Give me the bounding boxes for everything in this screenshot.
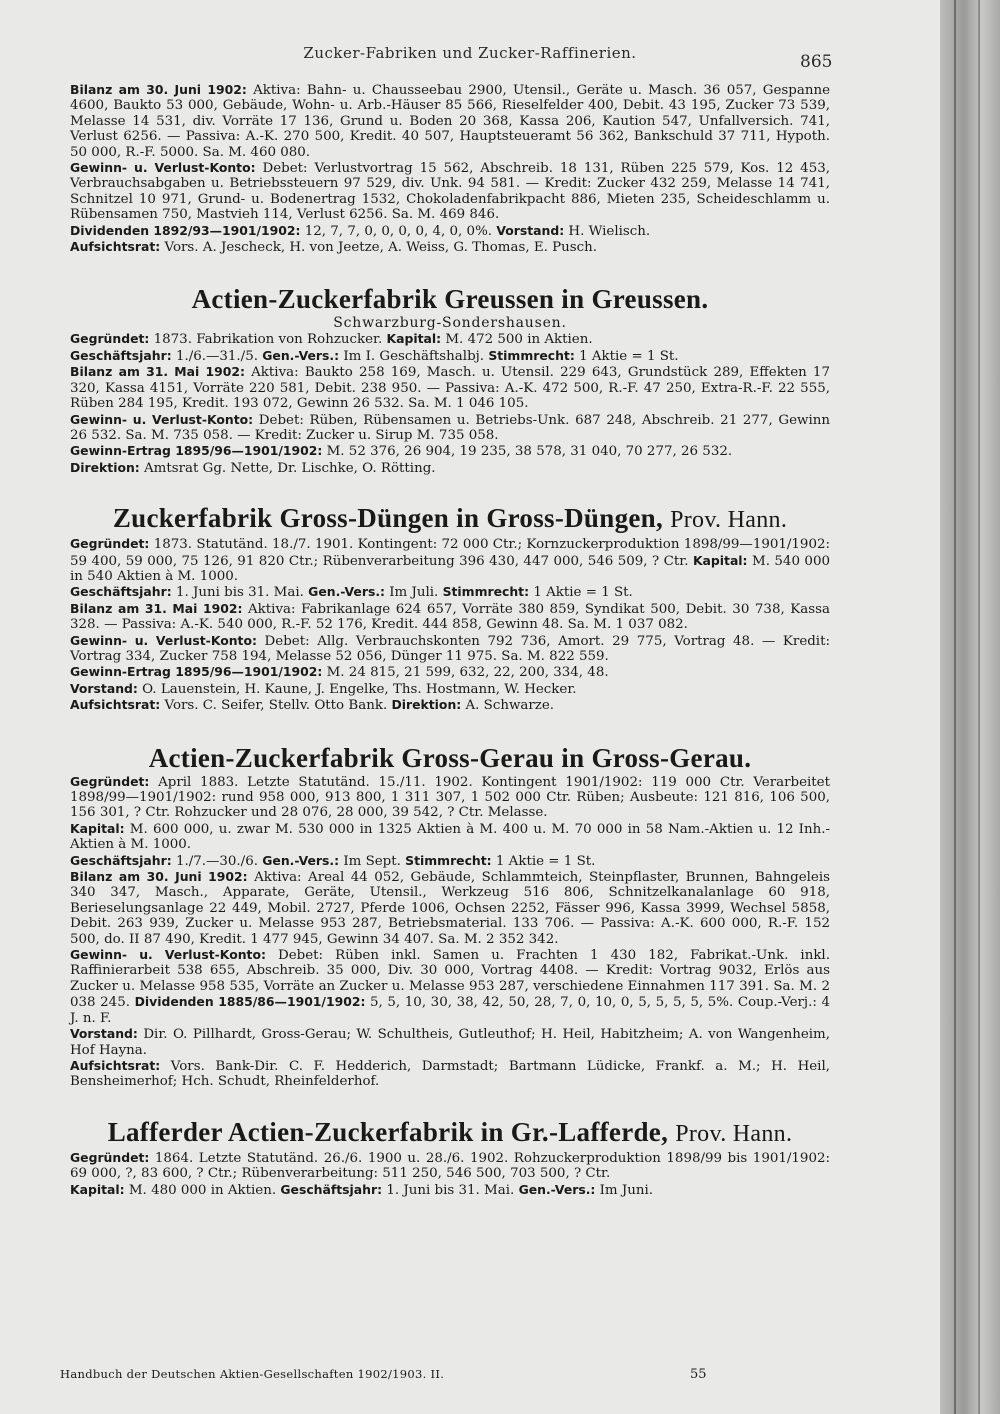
direction-text: A. Schwarze. bbox=[465, 698, 555, 714]
capital-text: M. 472 500 in Aktien. bbox=[445, 332, 593, 348]
aufsichtsrat-paragraph bbox=[70, 1058, 830, 1090]
general-meeting-text: Im Juli. bbox=[389, 585, 439, 601]
entry-gross-duengen bbox=[70, 502, 830, 713]
entry-gr-lafferde bbox=[70, 1116, 830, 1198]
founded-label: Gegründet: bbox=[70, 536, 150, 552]
fiscal-year-text: 1. Juni bis 31. Mai. bbox=[175, 585, 304, 601]
bilanz-text: Aktiva: Areal 44 052, Gebäude, Schlammteich, Steinpflaster, Brunnen, Bahngeleis 340 347, Masch., Apparate, Geräte, Utensil., Werkzeug 516 806, Schnitzelkanalanlage 60 918, Berieselungsanlage 22 449, Mobil. 2727, Pferde 1006, Ochsen 2252, Fässer 996, Kassa 3999, Wechsel 5858, Debit. 263 939, Zucker u. Melasse 953 287, Betriebsmaterial. 133 706. — Passiva: A.-K. 600 000, R.-F. 152 500, do. II 87 490, Kredit. 1 477 945, Gewinn 34 407. Sa. M. 2 352 342. bbox=[70, 870, 830, 947]
entry-continuation bbox=[70, 82, 830, 255]
capital-paragraph bbox=[70, 1182, 830, 1198]
guv-paragraph bbox=[70, 633, 830, 665]
capital-label: Kapital: bbox=[692, 552, 748, 568]
fiscal-year-label: Geschäftsjahr: bbox=[70, 347, 172, 363]
direction-label: Direktion: bbox=[70, 459, 140, 475]
guv-text: Debet: Allg. Verbrauchskonten 792 736, Amort. 29 775, Vortrag 48. — Kredit: Vortrag 334, Zucker 758 194, Melasse 52 056, Dünger 11 975. Sa. M. 822 559. bbox=[70, 633, 830, 664]
bilanz-text: Aktiva: Bahn- u. Chausseebau 2900, Utensil., Geräte u. Masch. 36 057, Gespanne 4600, Baukto 53 000, Gebäude, Wohn- u. Arb.-Häuser 85 566, Rieselfelder 400, Debit. 43 195, Zucker 73 539, Melasse 14 531, div. Vorräte 17 136, Grund u. Boden 20 368, Kassa 206, Kaution 547, Unfallversich. 741, Verlust 6256. — Passiva: A.-K. 270 500, Kredit. 40 507, Hauptsteueramt 56 362, Bankschuld 37 711, Hypoth. 50 000, R.-F. 5000. Sa. M. 460 080. bbox=[70, 83, 831, 160]
binding-line bbox=[978, 0, 980, 1414]
dividend-label: Dividenden 1892/93—1901/1902: bbox=[70, 222, 301, 238]
profit-yield-text: M. 52 376, 26 904, 19 235, 38 578, 31 040, 70 277, 26 532. bbox=[326, 444, 733, 460]
general-meeting-text: Im I. Geschäftshalbj. bbox=[343, 348, 485, 364]
capital-text: M. 480 000 in Aktien. bbox=[128, 1182, 277, 1198]
entry-heading: Actien-Zuckerfabrik Greussen in Greussen. bbox=[191, 284, 709, 315]
dividend-label: Dividenden 1885/86—1901/1902: bbox=[134, 994, 366, 1010]
bilanz-label: Bilanz am 30. Juni 1902: bbox=[70, 82, 247, 97]
guv-text: Debet: Rüben, Rübensamen u. Betriebs-Unk. 687 248, Abschreib. 21 277, Gewinn 26 532. Sa. M. 735 058. — Kredit: Zucker u. Sirup M. 735 058. bbox=[70, 412, 830, 443]
profit-yield-label: Gewinn-Ertrag 1895/96—1901/1902: bbox=[70, 664, 323, 680]
entry-heading-province: Prov. Hann. bbox=[670, 507, 788, 534]
aufsichtsrat-label: Aufsichtsrat: bbox=[70, 239, 161, 255]
guv-paragraph bbox=[70, 412, 830, 444]
guv-label: Gewinn- u. Verlust-Konto: bbox=[70, 160, 256, 176]
entry-heading-province: Prov. Hann. bbox=[675, 1120, 793, 1147]
fiscal-paragraph bbox=[70, 348, 830, 364]
guv-text: Debet: Verlustvortrag 15 562, Abschreib. 18 131, Rüben 225 579, Kos. 12 453, Verbrauchsabgaben u. Betriebssteuern 97 529, div. Unk. 94 581. — Kredit: Zucker 432 259, Melasse 14 741, Schnitzel 10 971, Grund- u. Bodenertrag 1532, Chokoladenfabrikpacht 886, Mieten 235, Scheideschlamm u. Rübensamen 750, Mastvieh 114, Verlust 6256. Sa. M. 469 846. bbox=[70, 161, 830, 223]
fiscal-year-text: 1./6.—31./5. bbox=[175, 348, 258, 364]
fiscal-year-text: 1. Juni bis 31. Mai. bbox=[386, 1182, 515, 1198]
guv-paragraph bbox=[70, 160, 830, 223]
founded-text: 1864. Letzte Statutänd. 26./6. 1900 u. 28./6. 1902. Rohzuckerproduktion 1898/99 bis 1901/1902: 69 000, ?, 83 600, ? Ctr.; Rübenverarbeitung: 511 250, 546 500, 703 500, ? Ctr. bbox=[70, 1150, 830, 1182]
profit-yield-text: M. 24 815, 21 599, 632, 22, 200, 334, 48. bbox=[326, 665, 609, 681]
fiscal-year-label: Geschäftsjahr: bbox=[70, 852, 172, 868]
signature-mark: 55 bbox=[690, 1367, 707, 1382]
founded-paragraph bbox=[70, 774, 830, 821]
capital-label: Kapital: bbox=[70, 820, 125, 836]
voting-right-text: 1 Aktie = 1 St. bbox=[579, 348, 679, 364]
profit-yield-paragraph bbox=[70, 664, 830, 680]
aufsichtsrat-text: Vors. Bank-Dir. C. F. Hedderich, Darmstadt; Bartmann Lüdicke, Frankf. a. M.; H. Heil, Bensheimerhof; Hch. Schudt, Rheinfelderhof. bbox=[70, 1058, 830, 1090]
page-number: 865 bbox=[800, 52, 833, 72]
bilanz-paragraph bbox=[70, 82, 830, 160]
founded-label: Gegründet: bbox=[70, 773, 150, 789]
founded-text: April 1883. Letzte Statutänd. 15./11. 1902. Kontingent 1901/1902: 119 000 Ctr. Verarbeitet 1898/99—1901/1902: rund 958 000, 913 800, 1 311 307, 1 502 000 Ctr. Rüben; Ausbeute: 121 816, 106 500, 156 301, ? Ctr. Rohzucker und 28 076, 28 000, 39 542, ? Ctr. Melasse. bbox=[70, 774, 830, 821]
direction-label: Direktion: bbox=[391, 697, 462, 713]
voting-right-label: Stimmrecht: bbox=[488, 347, 575, 363]
fiscal-year-label: Geschäftsjahr: bbox=[70, 584, 172, 600]
founded-text: 1873. Statutänd. 18./7. 1901. Kontingent: 72 000 Ctr.; Kornzuckerproduktion 1898/99—1901/1902: 59 400, 59 000, 75 126, 91 820 Ctr.; Rübenverarbeitung 396 430, 447 000, 546 509, ? Ctr. bbox=[70, 537, 830, 569]
bilanz-label: Bilanz am 30. Juni 1902: bbox=[70, 869, 248, 885]
founded-text: 1873. Fabrikation von Rohzucker. bbox=[153, 332, 383, 348]
vorstand-text: Dir. O. Pillhardt, Gross-Gerau; W. Schultheis, Gutleuthof; H. Heil, Habitzheim; A. von Wangenheim, Hof Hayna. bbox=[70, 1027, 830, 1058]
founded-paragraph bbox=[70, 331, 830, 347]
general-meeting-label: Gen.-Vers.: bbox=[308, 584, 385, 600]
capital-text: M. 600 000, u. zwar M. 530 000 in 1325 Aktien à M. 400 u. M. 70 000 in 58 Nam.-Aktien u. 12 Inh.-Aktien à M. 1000. bbox=[70, 821, 831, 853]
founded-paragraph bbox=[70, 536, 830, 584]
general-meeting-label: Gen.-Vers.: bbox=[518, 1181, 596, 1197]
book-binding-edge bbox=[940, 0, 1000, 1414]
aufsichtsrat-paragraph bbox=[70, 239, 830, 255]
profit-yield-label: Gewinn-Ertrag 1895/96—1901/1902: bbox=[70, 443, 323, 459]
voting-right-label: Stimmrecht: bbox=[405, 852, 492, 868]
vorstand-text: O. Lauenstein, H. Kaune, J. Engelke, Ths. Hostmann, W. Hecker. bbox=[142, 681, 577, 697]
entry-heading-title: Zuckerfabrik Gross-Düngen in Gross-Düngen, bbox=[112, 503, 664, 534]
bilanz-paragraph bbox=[70, 364, 830, 411]
aufsichtsrat-label: Aufsichtsrat: bbox=[70, 697, 161, 713]
entry-heading bbox=[70, 502, 830, 536]
capital-text: M. 540 000 in 540 Aktien à M. 1000. bbox=[70, 553, 830, 584]
aufsichtsrat-text: Vors. A. Jescheck, H. von Jeetze, A. Weiss, G. Thomas, E. Pusch. bbox=[164, 240, 598, 256]
entry-greussen bbox=[70, 283, 830, 476]
fiscal-paragraph bbox=[70, 853, 830, 869]
fiscal-paragraph bbox=[70, 584, 830, 600]
general-meeting-label: Gen.-Vers.: bbox=[262, 852, 340, 868]
bilanz-text: Aktiva: Baukto 258 169, Masch. u. Utensil. 229 643, Grundstück 289, Effekten 17 320, Kassa 4151, Vorräte 220 581, Debit. 238 950. — Passiva: A.-K. 472 500, R.-F. 47 250, Extra-R.-F. 22 555, Rüben 284 195, Kredit. 193 072, Gewinn 26 532. Sa. M. 1 046 105. bbox=[70, 365, 830, 412]
founded-paragraph bbox=[70, 1150, 830, 1182]
profit-yield-paragraph bbox=[70, 443, 830, 459]
voting-right-text: 1 Aktie = 1 St. bbox=[533, 585, 633, 601]
guv-paragraph bbox=[70, 947, 830, 1026]
aufsichtsrat-paragraph bbox=[70, 697, 830, 713]
vorstand-paragraph bbox=[70, 1026, 830, 1058]
general-meeting-label: Gen.-Vers.: bbox=[262, 347, 340, 363]
founded-label: Gegründet: bbox=[70, 331, 150, 347]
guv-text: Debet: Rüben inkl. Samen u. Frachten 1 430 182, Fabrikat.-Unk. inkl. Raffinierarbeit 538 655, Abschreib. 35 000, Div. 30 000, Vortrag 4408. — Kredit: Vortrag 9032, Erlös aus Zucker u. Melasse 958 535, Vorräte an Zucker u. Melasse 953 287, verschiedene Einnahmen 117 391. Sa. M. 2 038 245. bbox=[70, 948, 830, 1011]
guv-label: Gewinn- u. Verlust-Konto: bbox=[70, 411, 254, 427]
entry-subheading: Schwarzburg-Sondershausen. bbox=[333, 315, 567, 332]
entry-heading-title: Lafferder Actien-Zuckerfabrik in Gr.-Lafferde, bbox=[107, 1116, 669, 1147]
dividend-text: 12, 7, 7, 0, 0, 0, 0, 4, 0, 0%. bbox=[304, 223, 493, 239]
direction-paragraph bbox=[70, 460, 830, 476]
voting-right-text: 1 Aktie = 1 St. bbox=[495, 853, 596, 869]
entry-heading: Actien-Zuckerfabrik Gross-Gerau in Gross-Gerau. bbox=[148, 742, 752, 773]
vorstand-text: H. Wielisch. bbox=[568, 223, 651, 239]
founded-label: Gegründet: bbox=[70, 1149, 150, 1165]
capital-label: Kapital: bbox=[386, 331, 442, 347]
dividend-paragraph bbox=[70, 223, 830, 239]
page-footer: Handbuch der Deutschen Aktien-Gesellschaften 1902/1903. II. bbox=[60, 1367, 445, 1381]
bilanz-text: Aktiva: Fabrikanlage 624 657, Vorräte 380 859, Syndikat 500, Debit. 30 738, Kassa 328. — Passiva: A.-K. 540 000, R.-F. 52 176, Kredit. 444 858, Gewinn 48. Sa. M. 1 037 082. bbox=[70, 601, 830, 633]
running-head: Zucker-Fabriken und Zucker-Raffinerien. bbox=[303, 44, 637, 62]
bilanz-label: Bilanz am 31. Mai 1902: bbox=[70, 364, 245, 380]
page-content bbox=[70, 82, 830, 1198]
capital-paragraph bbox=[70, 821, 830, 853]
vorstand-label: Vorstand: bbox=[496, 222, 565, 238]
general-meeting-text: Im Juni. bbox=[599, 1182, 654, 1198]
aufsichtsrat-text: Vors. C. Seifer, Stellv. Otto Bank. bbox=[164, 698, 388, 714]
dividend-text: 5, 5, 10, 30, 38, 42, 50, 28, 7, 0, 10, 0, 5, 5, 5, 5, 5%. Coup.-Verj.: 4 J. n. F. bbox=[70, 995, 830, 1026]
voting-right-label: Stimmrecht: bbox=[442, 584, 530, 600]
entry-heading bbox=[70, 1116, 830, 1150]
capital-label: Kapital: bbox=[70, 1181, 125, 1197]
guv-label: Gewinn- u. Verlust-Konto: bbox=[70, 947, 266, 963]
aufsichtsrat-label: Aufsichtsrat: bbox=[70, 1057, 161, 1073]
entry-gross-gerau bbox=[70, 742, 830, 1090]
vorstand-label: Vorstand: bbox=[70, 680, 138, 696]
bilanz-paragraph bbox=[70, 869, 830, 947]
general-meeting-text: Im Sept. bbox=[343, 853, 401, 869]
vorstand-label: Vorstand: bbox=[70, 1026, 138, 1042]
guv-label: Gewinn- u. Verlust-Konto: bbox=[70, 632, 257, 648]
vorstand-paragraph bbox=[70, 681, 830, 697]
fiscal-year-text: 1./7.—30./6. bbox=[175, 853, 258, 869]
bilanz-paragraph bbox=[70, 601, 830, 633]
bilanz-label: Bilanz am 31. Mai 1902: bbox=[70, 600, 243, 616]
binding-line bbox=[954, 0, 956, 1414]
direction-text: Amtsrat Gg. Nette, Dr. Lischke, O. Rötting. bbox=[144, 460, 436, 476]
fiscal-year-label: Geschäftsjahr: bbox=[280, 1181, 383, 1197]
